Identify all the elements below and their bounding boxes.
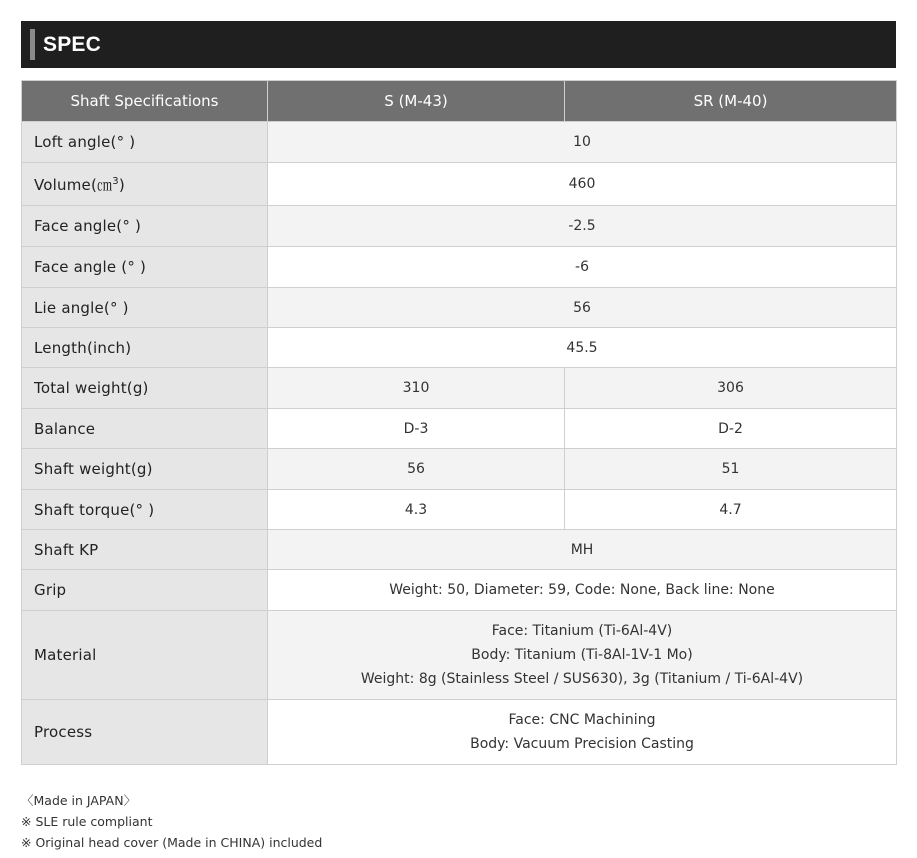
process-line-face: Face: CNC Machining [508, 712, 656, 728]
row-value-sr: 306 [565, 368, 897, 409]
volume-label-text: Volume(㎝ [34, 175, 113, 194]
table-row-face-angle-2 [22, 247, 897, 288]
table-row-shaft-weight [22, 449, 897, 490]
row-value-s: 4.3 [268, 490, 565, 530]
row-label: Total weight(g) [22, 368, 268, 409]
table-row-lie-angle [22, 288, 897, 328]
table-row-shaft-torque [22, 490, 897, 530]
row-label: Material [22, 611, 268, 700]
row-value-sr: 51 [565, 449, 897, 490]
table-row-volume [22, 163, 897, 206]
row-value: 10 [268, 122, 897, 163]
row-value-s: 310 [268, 368, 565, 409]
volume-label-superscript: 3 [112, 175, 119, 187]
header-accent-bar [30, 29, 35, 60]
page-title: SPEC [43, 33, 101, 56]
note-head-cover: ※ Original head cover (Made in CHINA) included [21, 835, 323, 850]
row-label: Face angle(° ) [22, 206, 268, 247]
table-row-face-angle [22, 206, 897, 247]
table-header-row [22, 81, 897, 122]
row-label: Shaft weight(g) [22, 449, 268, 490]
row-label: Grip [22, 570, 268, 611]
table-row-grip [22, 570, 897, 611]
row-value-sr: D-2 [565, 409, 897, 449]
spec-header-bar [21, 21, 896, 68]
row-label [22, 163, 268, 206]
material-line-body: Body: Titanium (Ti-8Al-1V-1 Mo) [471, 647, 693, 663]
column-header-sr: SR (M-40) [565, 81, 897, 122]
row-value [268, 611, 897, 700]
row-value: MH [268, 530, 897, 570]
note-sle-compliant: ※ SLE rule compliant [21, 814, 153, 829]
row-label: Shaft torque(° ) [22, 490, 268, 530]
row-value: 56 [268, 288, 897, 328]
row-value: -2.5 [268, 206, 897, 247]
row-value: -6 [268, 247, 897, 288]
row-value: 45.5 [268, 328, 897, 368]
row-label: Length(inch) [22, 328, 268, 368]
table-row-material [22, 611, 897, 700]
row-label: Shaft KP [22, 530, 268, 570]
process-line-body: Body: Vacuum Precision Casting [470, 736, 694, 752]
row-label: Process [22, 700, 268, 765]
material-line-weight: Weight: 8g (Stainless Steel / SUS630), 3g (Titanium / Ti-6Al-4V) [360, 671, 804, 687]
table-row-shaft-kp [22, 530, 897, 570]
row-value-sr: 4.7 [565, 490, 897, 530]
material-line-face: Face: Titanium (Ti-6Al-4V) [491, 623, 673, 639]
row-value-s: 56 [268, 449, 565, 490]
row-value-s: D-3 [268, 409, 565, 449]
row-value [268, 700, 897, 765]
table-row-loft-angle [22, 122, 897, 163]
row-label: Balance [22, 409, 268, 449]
row-value: 460 [268, 163, 897, 206]
column-header-spec: Shaft Specifications [22, 81, 268, 122]
table-row-balance [22, 409, 897, 449]
column-header-s: S (M-43) [268, 81, 565, 122]
table-row-total-weight [22, 368, 897, 409]
note-made-in-japan: 〈Made in JAPAN〉 [21, 793, 137, 808]
row-value: Weight: 50, Diameter: 59, Code: None, Back line: None [268, 570, 897, 611]
spec-table [21, 80, 897, 765]
footnotes [21, 790, 322, 853]
table-row-process [22, 700, 897, 765]
row-label: Lie angle(° ) [22, 288, 268, 328]
row-label: Loft angle(° ) [22, 122, 268, 163]
volume-label-close: ) [118, 175, 125, 194]
row-label: Face angle (° ) [22, 247, 268, 288]
table-row-length [22, 328, 897, 368]
